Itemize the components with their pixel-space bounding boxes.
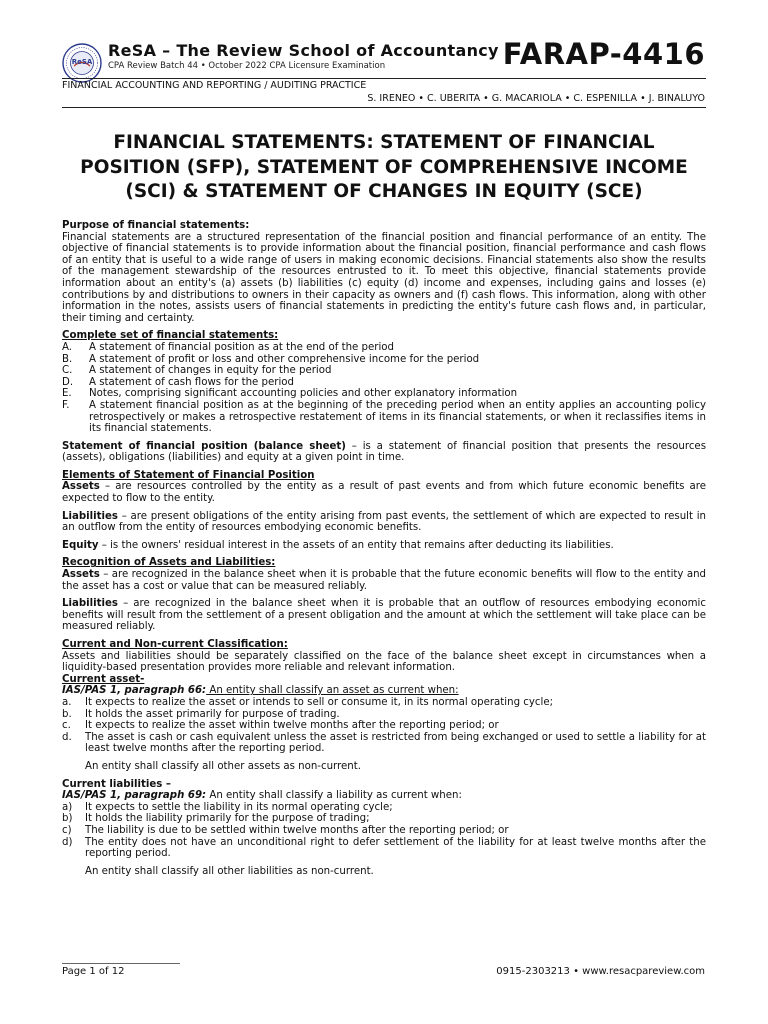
asset-criterion xyxy=(62,697,706,709)
elements-assets-term: Assets xyxy=(62,481,100,493)
asset-criterion-marker: c. xyxy=(62,720,71,732)
current-asset-heading: Current asset- xyxy=(62,673,145,685)
liability-criterion xyxy=(62,837,706,860)
elements-equity-text: – is the owners' residual interest in the assets of an entity that remains after deducting its liabilities. xyxy=(98,539,614,551)
liability-criterion-marker: a) xyxy=(62,801,73,813)
document-body xyxy=(62,220,706,877)
school-subtitle: CPA Review Batch 44 • October 2022 CPA Licensure Examination xyxy=(108,61,386,71)
recognition-assets-text: – are recognized in the balance sheet when it is probable that the future economic benefits will flow to the entity and the asset has a cost or value that can be measured reliably. xyxy=(62,569,706,592)
document-code: FARAP-4416 xyxy=(502,37,705,71)
current-liability-criteria-list xyxy=(62,802,706,860)
asset-criterion-marker: d. xyxy=(62,731,72,743)
recognition-heading: Recognition of Assets and Liabilities: xyxy=(62,557,276,569)
liability-criterion-marker: c) xyxy=(62,824,72,836)
liability-criterion-marker: d) xyxy=(62,836,73,848)
purpose-heading: Purpose of financial statements: xyxy=(62,220,250,231)
classification-text: Assets and liabilities should be separately classified on the face of the balance sheet except in circumstances when a liquidity-based presentation provides more reliable and relevant information. xyxy=(62,650,706,674)
title-line-1: FINANCIAL STATEMENTS: STATEMENT OF FINANCIAL xyxy=(113,132,655,153)
complete-set-section xyxy=(62,330,706,434)
liab-note: An entity shall classify all other liabilities as non-current. xyxy=(85,865,374,877)
header-rule-top xyxy=(62,78,706,79)
recognition-liabilities xyxy=(62,598,706,633)
elements-liabilities xyxy=(62,511,706,534)
complete-set-item-marker: F. xyxy=(62,399,70,411)
recognition-liabilities-text: – are recognized in the balance sheet when it is probable that an outflow of resources embodying economic benefits will result from the settlement of a present obligation and the amount at which the settlement will take place can be measured reliably. xyxy=(62,598,706,633)
purpose-text: Financial statements are a structured representation of the financial position and financial performance of an entity. The objective of financial statements is to provide information about the financial position, financial performance and cash flows of an entity that is useful to a wide range of users in making economic decisions. Financial statements also show the results of the management stewardship of the resources entrusted to it. To meet this objective, financial statements provide information about an entity's (a) assets (b) liabilities (c) equity (d) income and expenses, including gains and losses (e) contributions by and distributions to owners in their capacity as owners and (f) cash flows. This information, along with other information in the notes, assists users of financial statements in predicting the entity's future cash flows and, in particular, their timing and certainty. xyxy=(62,231,706,324)
liability-criterion-text: The liability is due to be settled within twelve months after the reporting period; or xyxy=(85,824,509,836)
recognition-assets xyxy=(62,569,706,592)
sfp-definition xyxy=(62,441,706,464)
asset-criterion-marker: b. xyxy=(62,708,72,720)
purpose-section xyxy=(62,220,706,324)
footer-contact: 0915-2303213 • www.resacpareview.com xyxy=(496,966,705,977)
classification-heading: Current and Non-current Classification: xyxy=(62,639,288,650)
complete-set-item-marker: A. xyxy=(62,341,73,353)
complete-set-item-marker: D. xyxy=(62,376,74,388)
sfp-text: – is a statement of financial position that presents the resources (assets), obligations (liabilities) and equity at a given point in time. xyxy=(62,440,707,464)
recognition-section xyxy=(62,557,706,633)
complete-set-item xyxy=(62,388,706,400)
elements-liabilities-term: Liabilities xyxy=(62,510,118,522)
complete-set-item-text: Notes, comprising significant accounting policies and other explanatory information xyxy=(89,388,518,400)
asset-ref-text: An entity shall classify an asset as current when: xyxy=(206,685,459,697)
elements-equity-term: Equity xyxy=(62,539,99,551)
asset-ref-line xyxy=(62,685,706,697)
complete-set-item-text: A statement financial position as at the beginning of the preceding period when an entity applies an accounting policy retrospectively or makes a retrospective restatement of items in its financial statements, or when it reclassifies items in its financial statements. xyxy=(89,399,706,435)
complete-set-item-text: A statement of profit or loss and other comprehensive income for the period xyxy=(89,353,480,365)
asset-criterion-text: The asset is cash or cash equivalent unless the asset is restricted from being exchanged or used to settle a liability for at least twelve months after the reporting period. xyxy=(85,731,706,755)
asset-criterion xyxy=(62,732,706,755)
sfp-term: Statement of financial position (balance sheet) xyxy=(62,440,346,452)
complete-set-item-text: A statement of cash flows for the period xyxy=(89,376,294,388)
complete-set-item xyxy=(62,365,706,377)
elements-section xyxy=(62,470,706,552)
elements-heading: Elements of Statement of Financial Position xyxy=(62,469,315,481)
asset-ref: IAS/PAS 1, paragraph 66: xyxy=(62,685,207,697)
complete-set-heading: Complete set of financial statements: xyxy=(62,330,279,342)
asset-criterion-text: It expects to realize the asset or intends to sell or consume it, in its normal operating cycle; xyxy=(85,696,554,708)
liab-ref-text: An entity shall classify a liability as current when: xyxy=(206,790,462,802)
liability-criterion-marker: b) xyxy=(62,813,73,825)
liability-criterion xyxy=(62,825,706,837)
complete-set-item-text: A statement of financial position as at the end of the period xyxy=(89,341,394,353)
school-name: ReSA – The Review School of Accountancy xyxy=(108,41,499,60)
complete-set-item-marker: E. xyxy=(62,388,72,400)
footer-rule xyxy=(62,963,180,964)
title-line-3: (SCI) & STATEMENT OF CHANGES IN EQUITY (SCE) xyxy=(125,181,643,202)
liability-criterion-text: It holds the liability primarily for the purpose of trading; xyxy=(85,813,370,825)
liability-criterion xyxy=(62,802,706,814)
liab-ref-line xyxy=(62,790,706,802)
recognition-assets-term: Assets xyxy=(62,569,100,581)
header-rule-bottom xyxy=(62,107,706,108)
title-line-2: POSITION (SFP), STATEMENT OF COMPREHENSIVE INCOME xyxy=(80,156,688,178)
recognition-liabilities-term: Liabilities xyxy=(62,598,118,610)
complete-set-item xyxy=(62,354,706,366)
complete-set-item-text: A statement of changes in equity for the period xyxy=(89,365,332,377)
elements-equity xyxy=(62,540,706,552)
elements-liabilities-text: – are present obligations of the entity arising from past events, the settlement of which are expected to result in an outflow from the entity of resources embodying economic benefits. xyxy=(62,510,706,534)
resa-seal-logo xyxy=(62,43,102,83)
asset-criterion-text: It expects to realize the asset within twelve months after the reporting period; or xyxy=(85,720,499,732)
subject-line: FINANCIAL ACCOUNTING AND REPORTING / AUDITING PRACTICE xyxy=(62,80,367,91)
svg-text:ReSA: ReSA xyxy=(71,58,93,66)
page-title xyxy=(62,131,706,205)
liability-criterion xyxy=(62,813,706,825)
complete-set-item xyxy=(62,342,706,354)
complete-set-item xyxy=(62,377,706,389)
complete-set-item-marker: C. xyxy=(62,365,73,377)
complete-set-list xyxy=(62,342,706,435)
complete-set-item-marker: B. xyxy=(62,353,73,365)
asset-criterion xyxy=(62,720,706,732)
page-number: Page 1 of 12 xyxy=(62,966,125,977)
liability-criterion-text: The entity does not have an unconditional right to defer settlement of the liability for at least twelve months after the reporting period. xyxy=(85,836,706,860)
asset-criterion xyxy=(62,709,706,721)
elements-assets xyxy=(62,481,706,504)
liab-ref: IAS/PAS 1, paragraph 69: xyxy=(62,790,207,802)
elements-assets-text: – are resources controlled by the entity as a result of past events and from which future economic benefits are expected to flow to the entity. xyxy=(62,481,706,505)
classification-section xyxy=(62,639,706,877)
liability-criterion-text: It expects to settle the liability in its normal operating cycle; xyxy=(85,801,393,813)
asset-criterion-text: It holds the asset primarily for purpose of trading. xyxy=(85,708,340,720)
authors-line: S. IRENEO • C. UBERITA • G. MACARIOLA • C. ESPENILLA • J. BINALUYO xyxy=(367,93,705,104)
current-asset-criteria-list xyxy=(62,697,706,755)
asset-criterion-marker: a. xyxy=(62,696,72,708)
current-liabilities-heading: Current liabilities – xyxy=(62,778,171,790)
complete-set-item xyxy=(62,400,706,435)
asset-note: An entity shall classify all other assets as non-current. xyxy=(85,760,361,772)
